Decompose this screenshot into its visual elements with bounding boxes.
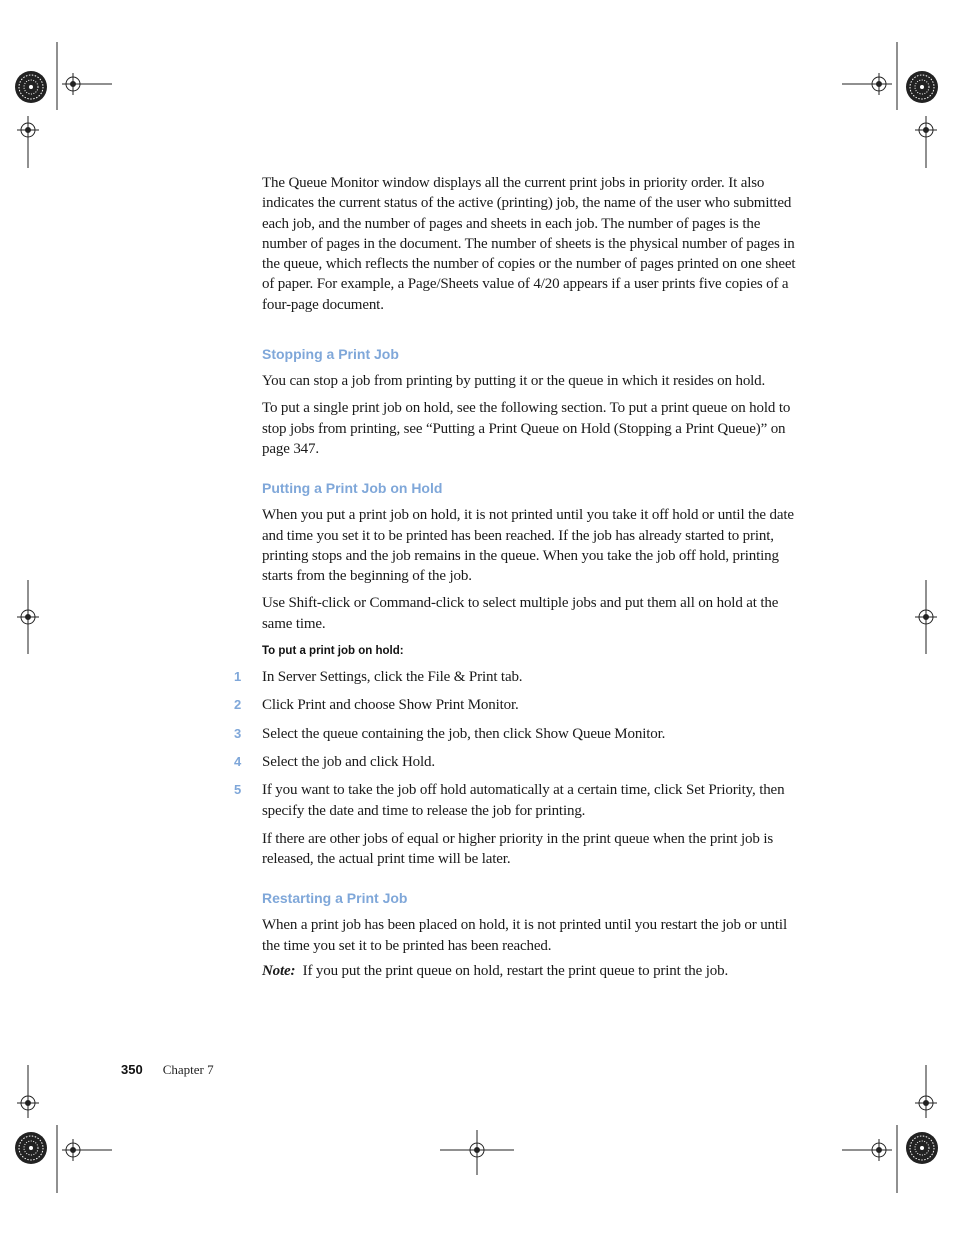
registration-wheel-icon [906,1132,938,1164]
step-text: Click Print and choose Show Print Monitor. [262,697,519,714]
step-number: 2 [234,697,242,713]
note-label: Note: [262,963,296,980]
procedure-title: To put a print job on hold: [262,645,404,658]
registration-wheel-icon [906,71,938,103]
heading-stopping-print-job: Stopping a Print Job [262,346,399,363]
stopping-paragraph-1: You can stop a job from printing by putting it or the queue in which it resides on hold. [262,373,766,390]
heading-putting-job-on-hold: Putting a Print Job on Hold [262,480,443,497]
step-number: 4 [234,753,242,769]
list-item [234,724,807,744]
registration-wheel-icon [15,71,47,103]
step-number: 1 [234,669,242,685]
heading-restarting-print-job: Restarting a Print Job [262,890,408,907]
page-body [234,173,807,981]
note-paragraph [262,961,807,981]
after-steps-paragraph: If there are other jobs of equal or higher priority in the print queue when the print job is released, the actual print time will be later. [262,830,774,868]
page-footer [121,1062,214,1082]
putting-paragraph-2: Use Shift-click or Command-click to select multiple jobs and put them all on hold at the same time. [262,595,779,632]
step-text: In Server Settings, click the File & Print tab. [262,669,523,686]
step-text: If you want to take the job off hold automatically at a certain time, click Set Priority, then specify the date and time to release the job for printing. [262,782,785,819]
step-number: 5 [234,782,242,798]
list-item [234,780,807,821]
step-text: Select the job and click Hold. [262,753,435,770]
restarting-paragraph: When a print job has been placed on hold, it is not printed until you restart the job or until the time you set it to be printed has been reached. [262,917,787,954]
registration-wheel-icon [15,1132,47,1164]
step-text: Select the queue containing the job, then click Show Queue Monitor. [262,725,666,742]
list-item [234,695,807,715]
list-item [234,752,807,772]
chapter-label: Chapter 7 [162,1062,214,1077]
note-text: If you put the print queue on hold, restart the print queue to print the job. [302,963,729,980]
putting-paragraph-1: When you put a print job on hold, it is not printed until you take it off hold or until the date and time you set it to be printed has been reached. If the job has already started to print, printing stops and the job remains in the queue. When you take the job off hold, printing starts from the beginning of the job. [262,507,794,585]
step-number: 3 [234,725,242,741]
stopping-paragraph-2: To put a single print job on hold, see the following section. To put a print queue on hold to stop jobs from printing, see “Putting a Print Queue on Hold (Stopping a Print Queue)” on page 347. [262,400,791,457]
page-number: 350 [121,1062,143,1077]
intro-paragraph: The Queue Monitor window displays all the current print jobs in priority order. It also indicates the current status of the active (printing) job, the name of the user who submitted each job, and the number of pages and sheets in each job. The number of pages is the number of pages in the document. The number of sheets is the physical number of pages in the queue, which reflects the number of copies or the number of pages printed on one sheet of paper. For example, a Page/Sheets value of 4/20 appears if a user prints five copies of a four-page document. [262,175,796,313]
list-item [234,667,807,687]
